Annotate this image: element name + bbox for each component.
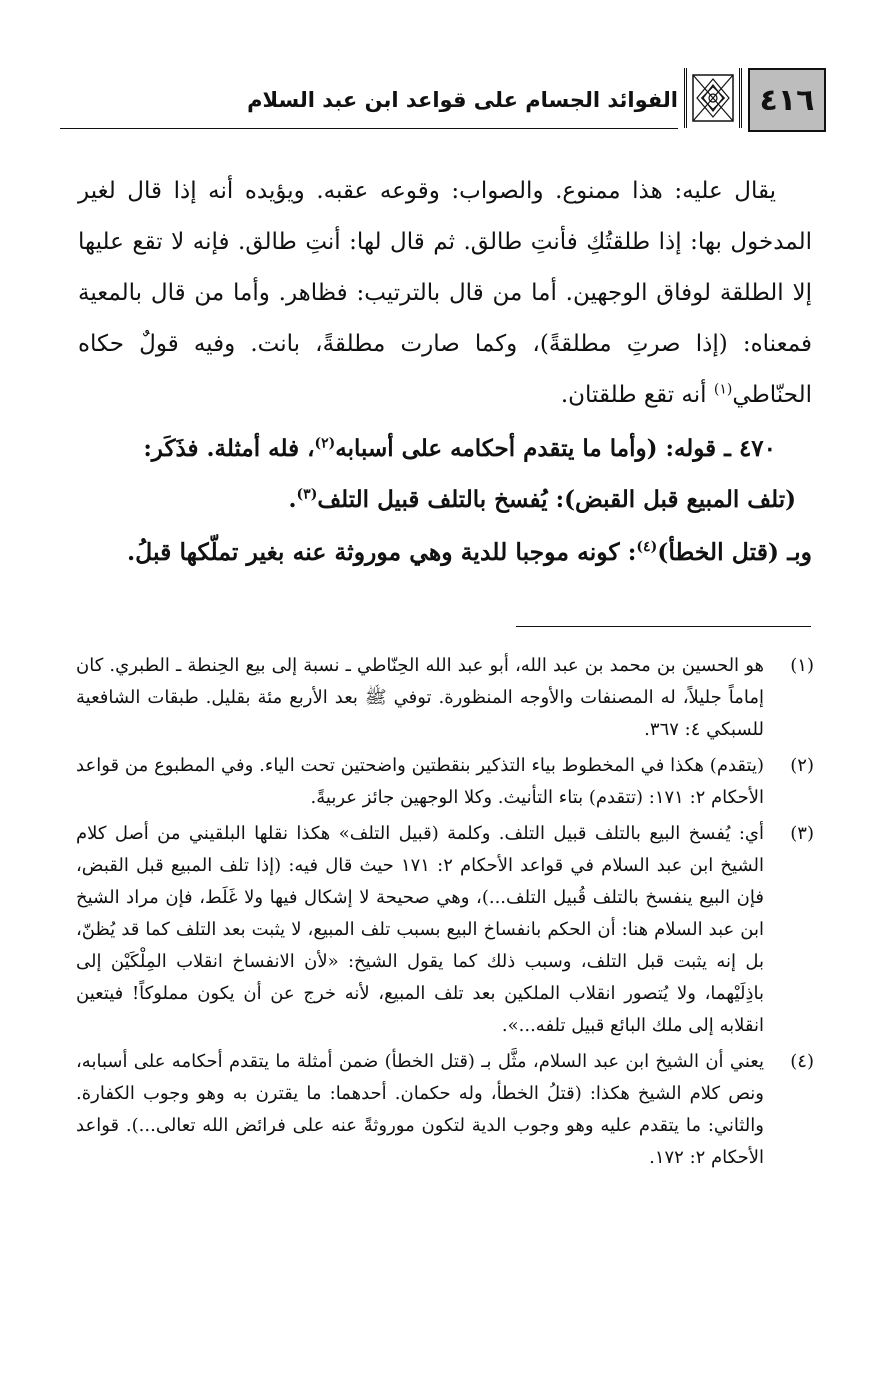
footnote-number: (٢) xyxy=(790,755,814,776)
entry-example-2 xyxy=(78,527,812,578)
footnote-ref[interactable]: (٢) xyxy=(314,435,336,452)
footnote-number: (٣) xyxy=(790,823,814,844)
entry-example-1 xyxy=(78,474,812,525)
header-rule xyxy=(60,128,678,129)
footnote-text: هو الحسين بن محمد بن عبد الله، أبو عبد الله الحِنّاطي ـ نسبة إلى بيع الحِنطة ـ الطبري. كان إماماً جليلاً، له المصنفات والأوجه المنظورة. توفي ﷺ بعد الأربع مئة بقليل. طبقات الشافعية للسبكي ٤: ٣٦٧. xyxy=(76,655,764,740)
footnote-text: أي: يُفسخ البيع بالتلف قبيل التلف. وكلمة (قبيل التلف» هكذا نقلها البلقيني من أصل كلام الشيخ ابن عبد السلام في قواعد الأحكام ٢: ١٧١ حيث قال فيه: (إذا تلف المبيع قبل القبض، فإن البيع ينفسخ بالتلف قُبيل التلف...)، وهي صحيحة لا إشكال فيها ولا غَلَط، فإن مراد الشيخ ابن عبد السلام هنا: أن الحكم بانفساخ البيع بسبب تلف المبيع، لا يثبت بعد التلف كما قد يُظنّ، بل إنه يثبت قبل التلف، وسبب ذلك كما يقول الشيخ: «لأن الانفساخ انقلاب المِلْكَيْن إلى باذِلَيْهما، ولا يُتصور انقلاب الملكين بعد تلف المبيع، لأنه خرج عن أن يكون مملوكاً! فيتعين انقلابه إلى ملك البائع قبيل تلفه...». xyxy=(76,823,764,1036)
entry-text: وبـ (قتل الخطأ) xyxy=(657,538,812,566)
paragraph-text: يقال عليه: هذا ممنوع. والصواب: وقوعه عقبه. ويؤيده أنه إذا قال لغير المدخول بها: إذا طلقتُكِ فأنتِ طالق. ثم قال لها: أنتِ طالق. فإنه لا تقع عليها إلا الطلقة لوفاق الوجهين. أما من قال بالترتيب: فظاهر. وأما من قال بالمعية فمعناه: (إذا صرتِ مطلقةً)، وكما صارت مطلقةً، بانت. وفيه قولٌ حكاه الحنّاطي xyxy=(78,178,812,408)
footnotes xyxy=(76,650,814,1178)
footnote xyxy=(76,818,814,1042)
footnote xyxy=(76,650,814,746)
entry-text: ، فله أمثلة. فذَكَر: xyxy=(143,435,315,462)
entry-heading: ٤٧٠ ـ قوله: (وأما ما يتقدم أحكامه على أسبابه xyxy=(335,435,776,462)
footnote-ref[interactable]: (٤) xyxy=(636,539,658,556)
footnote-text: (يتقدم) هكذا في المخطوط بياء التذكير بنقطتين واضحتين تحت الياء. وفي المطبوع من قواعد الأحكام ٢: ١٧١: (تتقدم) بتاء التأنيث. وكلا الوجهين جائز عربيةً. xyxy=(76,755,764,808)
main-text xyxy=(78,166,812,578)
footnote-ref[interactable]: (١) xyxy=(713,381,733,398)
entry-text: (تلف المبيع قبل القبض): يُفسخ بالتلف قبيل التلف xyxy=(317,486,796,513)
running-title: الفوائد الجسام على قواعد ابن عبد السلام xyxy=(247,88,678,112)
paragraph-text: أنه تقع طلقتان. xyxy=(560,382,707,408)
paragraph xyxy=(78,166,812,421)
footnote xyxy=(76,1046,814,1174)
footnote xyxy=(76,750,814,814)
footnote-text: يعني أن الشيخ ابن عبد السلام، مثَّل بـ (قتل الخطأ) ضمن أمثلة ما يتقدم أحكامه على أسبابه، ونص كلام الشيخ هكذا: (قتلُ الخطأ، وله حكمان. أحدهما: ما يقترن به وهو وجوب الكفارة. والثاني: ما يتقدم عليه وهو وجوب الدية لتكون موروثةً عنه على فرائض الله تعالى...). قواعد الأحكام ٢: ١٧٢. xyxy=(76,1051,764,1168)
footnote-separator xyxy=(516,626,811,627)
page-number: ٤١٦ xyxy=(748,68,826,132)
footnote-number: (٤) xyxy=(790,1051,814,1072)
ornament-icon xyxy=(684,68,742,128)
page-header xyxy=(60,62,826,132)
entry-text: : كونه موجبا للدية وهي موروثة عنه بغير تملّكها قبلُ. xyxy=(127,538,637,566)
period: . xyxy=(288,486,297,513)
entry-470 xyxy=(78,423,812,474)
footnote-ref[interactable]: (٣) xyxy=(296,486,318,503)
footnote-number: (١) xyxy=(790,655,814,676)
